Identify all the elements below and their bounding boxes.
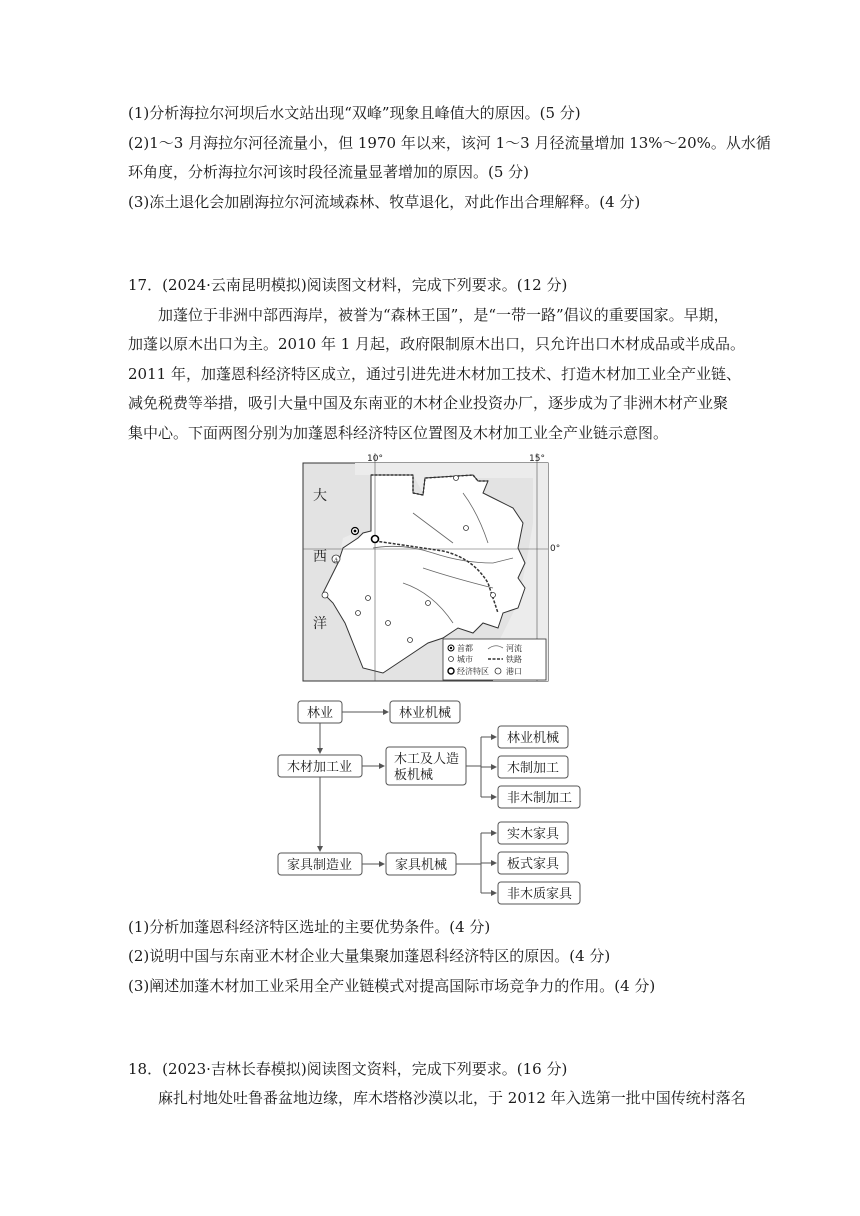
city-marker — [366, 596, 371, 601]
q17-paragraph-line: 加蓬以原木出口为主。2010 年 1 月起，政府限制原木出口，只允许出口木材成品或半成品。 — [128, 335, 746, 353]
economic-zone-marker — [372, 536, 379, 543]
label-furniture-machinery: 家具机械 — [395, 858, 448, 873]
q17-paragraph-line: 集中心。下面两图分别为加蓬恩科经济特区位置图及木材加工业全产业链示意图。 — [128, 424, 669, 442]
svg-text:⚓: ⚓ — [333, 557, 339, 564]
ocean-char: 西 — [313, 549, 327, 565]
label-non-wood: 非木制加工 — [507, 791, 573, 806]
ocean-char: 洋 — [313, 616, 327, 632]
q17-heading: 17．(2024·云南昆明模拟)阅读图文材料，完成下列要求。(12 分) — [128, 276, 568, 294]
q17-paragraph-line: 减免税费等举措，吸引大量中国及东南亚的木材企业投资办厂，逐步成为了非洲木材产业聚 — [128, 394, 729, 412]
label-woodwork-machinery-2: 板机械 — [394, 768, 434, 783]
ocean-char: 大 — [313, 488, 327, 504]
q16-part-2-cont: 环角度，分析海拉尔河该时段径流量显著增加的原因。(5 分) — [128, 163, 530, 181]
q16-part-3: (3)冻土退化会加剧海拉尔河流域森林、牧草退化，对此作出合理解释。(4 分) — [128, 193, 641, 211]
wood-industry-chain-diagram — [276, 697, 586, 907]
city-marker — [464, 526, 469, 531]
legend-city: 城市 — [457, 655, 473, 664]
label-non-wood-furniture: 非木质家具 — [507, 887, 573, 902]
lat-label-0: 0° — [550, 544, 561, 554]
q18-paragraph-line: 麻扎村地处吐鲁番盆地边缘，库木塔格沙漠以北，于 2012 年入选第一批中国传统村落名 — [158, 1089, 746, 1107]
legend-railway: 铁路 — [506, 655, 522, 664]
label-forestry: 林业 — [307, 706, 334, 721]
legend-river: 河流 — [506, 644, 522, 653]
legend-port: 港口 — [506, 667, 522, 676]
label-woodwork-machinery-1: 木工及人造 — [394, 752, 460, 767]
label-wood-processing: 木材加工业 — [287, 760, 353, 775]
label-furniture: 家具制造业 — [287, 858, 353, 873]
q17-part-2: (2)说明中国与东南亚木材企业大量集聚加蓬恩科经济特区的原因。(4 分) — [128, 947, 611, 965]
legend-zone: 经济特区 — [457, 667, 489, 676]
label-forestry-machinery-2: 林业机械 — [507, 731, 560, 746]
label-solid-wood: 实木家具 — [507, 827, 560, 842]
label-panel: 板式家具 — [507, 857, 560, 872]
q16-part-2: (2)1～3 月海拉尔河径流量小，但 1970 年以来，该河 1～3 月径流量增加 13%～20%。从水循 — [128, 134, 771, 152]
city-marker — [426, 601, 431, 606]
legend-capital: 首都 — [457, 644, 473, 653]
gabon-location-map — [303, 453, 561, 683]
lon-label-10: 10° — [367, 454, 383, 464]
map-legend — [443, 639, 546, 680]
q17-part-3: (3)阐述加蓬木材加工业采用全产业链模式对提高国际市场竞争力的作用。(4 分) — [128, 977, 656, 995]
lon-label-15: 15° — [529, 454, 545, 464]
city-marker — [491, 593, 496, 598]
label-wood-products: 木制加工 — [507, 761, 560, 776]
q18-heading: 18．(2023·吉林长春模拟)阅读图文资料，完成下列要求。(16 分) — [128, 1060, 568, 1078]
city-marker — [408, 638, 413, 643]
q17-paragraph-line: 加蓬位于非洲中部西海岸，被誉为“森林王国”，是“一带一路”倡议的重要国家。早期， — [158, 306, 729, 324]
city-marker — [386, 621, 391, 626]
city-marker — [356, 611, 361, 616]
q16-part-1: (1)分析海拉尔河坝后水文站出现“双峰”现象且峰值大的原因。(5 分) — [128, 104, 581, 122]
city-marker — [454, 476, 459, 481]
port-marker — [322, 592, 328, 598]
q17-part-1: (1)分析加蓬恩科经济特区选址的主要优势条件。(4 分) — [128, 918, 491, 936]
q17-paragraph-line: 2011 年，加蓬恩科经济特区成立，通过引进先进木材加工技术、打造木材加工业全产业链、 — [128, 365, 741, 383]
label-forestry-machinery: 林业机械 — [399, 706, 452, 721]
